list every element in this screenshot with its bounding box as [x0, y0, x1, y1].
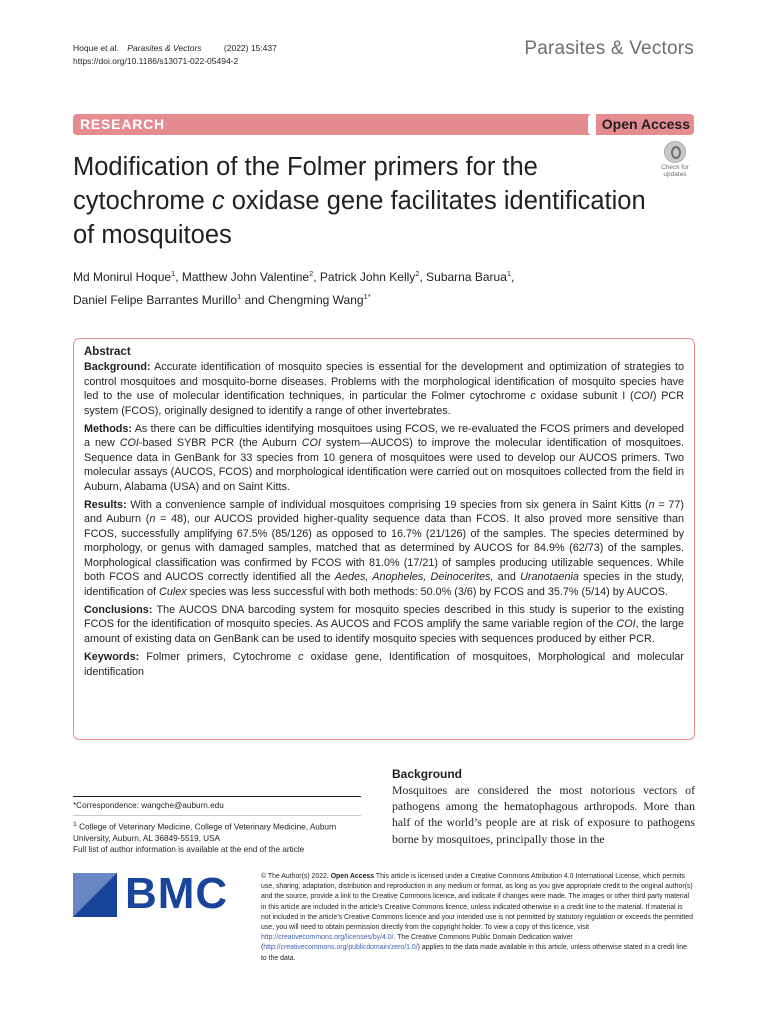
abstract-box	[73, 338, 695, 740]
affiliation: $^1$ College of Veterinary Medicine, College of Veterinary Medicine, Auburn University, Auburn, AL 36849-5519, USA	[73, 821, 337, 843]
citation-year: (2022) 15:437	[223, 43, 277, 53]
bmc-logo-text: BMC	[125, 869, 229, 918]
author-info-note: Full list of author information is available at the end of the article	[73, 844, 305, 854]
article-title: Modification of the Folmer primers for the cytochrome c oxidase gene facilitates identification of mosquitoes	[73, 153, 646, 249]
abstract-conclusions: Conclusions: The AUCOS DNA barcoding system for mosquito species described in this study is superior to the existing FCOS for the identification of mosquito species. As AUCOS and FCOS amplify the same variable region of the COI, the large amount of existing data on GenBank can be used to identify mosquito species with sequences produced by either PCR.	[84, 603, 684, 645]
abstract-background: Background: Accurate identification of mosquito species is essential for the development and optimization of strategies to control mosquitoes and mosquito-borne diseases. Problems with the morphological identification of mosquito species have led to the use of molecular identification techniques, in particular the Folmer cytochrome c oxidase subunit I (COI) PCR system (FCOS), originally designed to identify a range of other invertebrates.	[84, 361, 684, 417]
section-heading-background: Background	[392, 767, 463, 781]
citation-authors: Hoque et al. Parasites & Vectors	[73, 43, 202, 53]
footnote-rule	[73, 796, 361, 797]
author-list: Md Monirul Hoque$^1$, Matthew John Valentine$^2$, Patrick John Kelly$^2$, Subarna Barua$^1$, Daniel Felipe Barrantes Murillo$^1$ and Chengming Wang$^{1*}$	[73, 269, 515, 307]
abstract-methods: Methods: As there can be difficulties identifying mosquitoes using FCOS, we re-evaluated the FCOS primers and developed a new COI-based SYBR PCR (the Auburn COI system—AUCOS) to improve the molecular identification of mosquitoes. Sequence data in GenBank for 33 species from 10 genera of mosquitoes were used to develop our AUCOS primers. Two molecular assays (AUCOS, FCOS) and morphological identification were carried out on mosquitoes collected from the field in Auburn, Alabama (USA) and on Saint Kitts.	[84, 423, 684, 493]
check-updates-icon	[664, 141, 686, 163]
open-access-badge	[588, 114, 694, 135]
abstract-results: Results: With a convenience sample of individual mosquitoes comprising 19 species from six genera in Saint Kitts (n = 77) and Auburn (n = 48), our AUCOS provided higher-quality sequence data than FCOS. It also proved more sensitive than FCOS, successfully amplifying 67.5% (85/126) as opposed to 16.7% (21/126) of the samples. The species determined by morphology, or genus with damaged samples, matched that as determined by AUCOS for 84.9% (62/73) of the samples. Morphological classification was confirmed by FCOS with 81.0% (17/21) of samples producing utilizable sequences. While both FCOS and AUCOS correctly identified all the Aedes, Anopheles, Deinocerites, and Uranotaenia species in the study, identification of Culex species was less successful with both methods: 50.0% (3/6) by FCOS and 35.7% (5/14) by AUCOS.	[84, 499, 685, 598]
body-text: Mosquitoes are considered the most notorious vectors of pathogens among the hematophagous arthropods. More than half of the world’s people are at risk of exposure to pathogens borne by mosquitoes, principally those in the	[392, 783, 695, 846]
abstract-heading: Abstract	[84, 346, 131, 358]
abstract-keywords: Keywords: Folmer primers, Cytochrome c oxidase gene, Identification of mosquitoes, Morphological and molecular identification	[84, 651, 684, 678]
footnote-divider	[73, 815, 361, 816]
bmc-logo	[73, 869, 229, 918]
license-link[interactable]: http://creativecommons.org/licenses/by/4.0/	[261, 934, 394, 942]
public-domain-link[interactable]: http://creativecommons.org/publicdomain/zero/1.0/	[263, 944, 418, 952]
check-updates-text: Check for updates	[661, 164, 689, 178]
running-header	[73, 42, 283, 68]
bmc-logo-icon	[73, 873, 117, 917]
license-text: © The Author(s) 2022. Open Access This article is licensed under a Creative Commons Attribution 4.0 International License, which permits use, sharing, adaptation, distribution and reproduction in any medium or format, as long as you give appropriate credit to the original author(s) and the source, provide a link to the Creative Commons licence, and indicate if changes were made. The images or other third party material in this article are included in the article’s Creative Commons licence, unless indicated otherwise in a credit line to the material. If material is not included in the article’s Creative Commons licence and your intended use is not permitted by statutory regulation or exceeds the permitted use, you will need to obtain permission directly from the copyright holder. To view a copy of this licence, visit http://creativecommons.org/licenses/by/4.0/. The Creative Commons Public Domain Dedication waiver (http://creativecommons.org/publicdomain/zero/1.0/) applies to the data made available in this article, unless otherwise stated in a credit line to the data.	[261, 873, 693, 962]
check-for-updates-badge[interactable]	[656, 141, 694, 179]
footnotes	[73, 796, 361, 855]
journal-name: Parasites & Vectors	[524, 38, 694, 59]
correspondence: *Correspondence: wangche@auburn.edu	[73, 801, 224, 810]
open-access-label: Open Access	[596, 114, 694, 135]
section-label: RESEARCH	[80, 116, 165, 132]
doi-link[interactable]: https://doi.org/10.1186/s13071-022-05494-2	[73, 56, 239, 66]
